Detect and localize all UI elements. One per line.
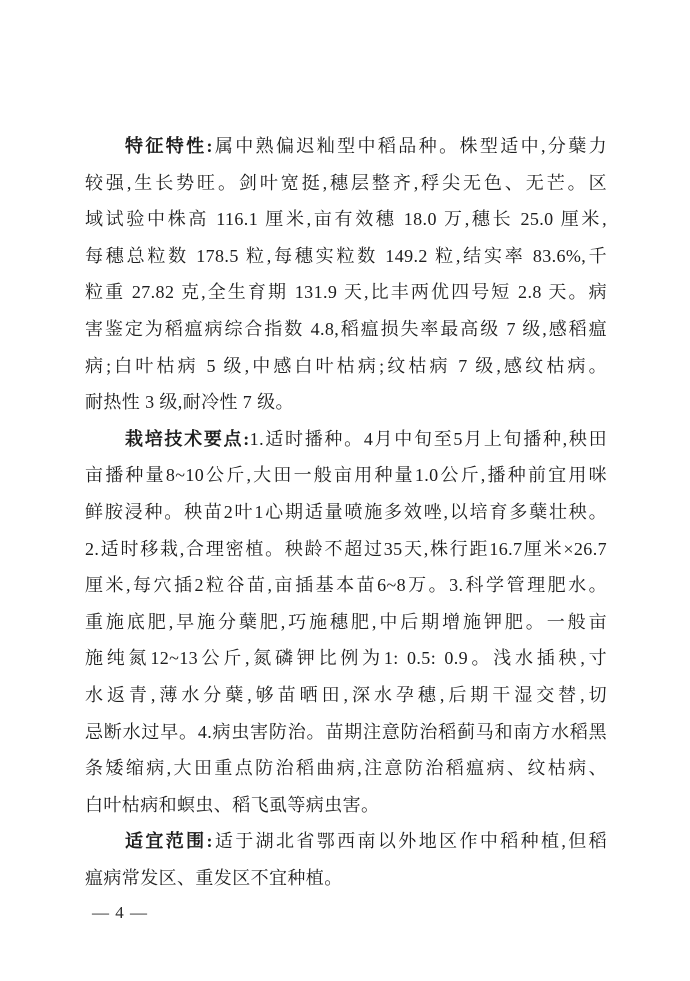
line-text: 1.适时播种。4月中旬至5月上旬播种,秧田 bbox=[249, 428, 607, 449]
paragraph-line: 亩播种量8~10公斤,大田一般亩用种量1.0公斤,播种前宜用咪 bbox=[85, 465, 607, 486]
paragraph-line bbox=[85, 421, 607, 458]
page-number: — 4 — bbox=[92, 903, 148, 922]
paragraph-line: 害鉴定为稻瘟病综合指数 4.8,稻瘟损失率最高级 7 级,感稻瘟 bbox=[85, 318, 607, 339]
paragraph-line: 病;白叶枯病 5 级,中感白叶枯病;纹枯病 7 级,感纹枯病。 bbox=[85, 355, 607, 376]
line-text: 适于湖北省鄂西南以外地区作中稻种植,但稻 bbox=[212, 831, 608, 852]
paragraph-line bbox=[85, 128, 607, 165]
paragraph-line: 较强,生长势旺。剑叶宽挺,穗层整齐,稃尖无色、无芒。区 bbox=[85, 172, 607, 193]
section-heading-suitable-range: 适宜范围: bbox=[125, 831, 213, 852]
paragraph-line: 瘟病常发区、重发区不宜种植。 bbox=[85, 867, 343, 888]
document-body bbox=[85, 128, 607, 896]
paragraph-line: 厘米,每穴插2粒谷苗,亩插基本苗6~8万。3.科学管理肥水。 bbox=[85, 575, 607, 596]
paragraph-line: 2.适时移栽,合理密植。秧龄不超过35天,株行距16.7厘米×26.7 bbox=[85, 538, 607, 559]
paragraph-line: 耐热性 3 级,耐冷性 7 级。 bbox=[85, 392, 294, 413]
paragraph-line: 鲜胺浸种。秧苗2叶1心期适量喷施多效唑,以培育多蘖壮秧。 bbox=[85, 501, 607, 522]
paragraph-line: 条矮缩病,大田重点防治稻曲病,注意防治稻瘟病、纹枯病、 bbox=[85, 758, 607, 779]
paragraph-line: 水返青,薄水分蘖,够苗晒田,深水孕穗,后期干湿交替,切 bbox=[85, 684, 607, 705]
section-heading-characteristics: 特征特性: bbox=[125, 136, 213, 156]
paragraph-line: 施纯氮12~13公斤,氮磷钾比例为1: 0.5: 0.9。浅水插秧,寸 bbox=[85, 648, 607, 669]
paragraph-line: 每穗总粒数 178.5 粒,每穗实粒数 149.2 粒,结实率 83.6%,千 bbox=[85, 245, 607, 266]
paragraph-line: 忌断水过早。4.病虫害防治。苗期注意防治稻蓟马和南方水稻黑 bbox=[85, 721, 607, 742]
section-heading-cultivation: 栽培技术要点: bbox=[125, 428, 250, 449]
paragraph-line: 白叶枯病和螟虫、稻飞虱等病虫害。 bbox=[85, 794, 380, 815]
line-text: 属中熟偏迟籼型中稻品种。株型适中,分蘖力 bbox=[212, 136, 608, 156]
paragraph-line: 粒重 27.82 克,全生育期 131.9 天,比丰两优四号短 2.8 天。病 bbox=[85, 282, 607, 303]
paragraph-line bbox=[85, 823, 607, 860]
paragraph-line: 重施底肥,早施分蘖肥,巧施穗肥,中后期增施钾肥。一般亩 bbox=[85, 611, 607, 632]
paragraph-line: 域试验中株高 116.1 厘米,亩有效穗 18.0 万,穗长 25.0 厘米, bbox=[85, 209, 607, 230]
